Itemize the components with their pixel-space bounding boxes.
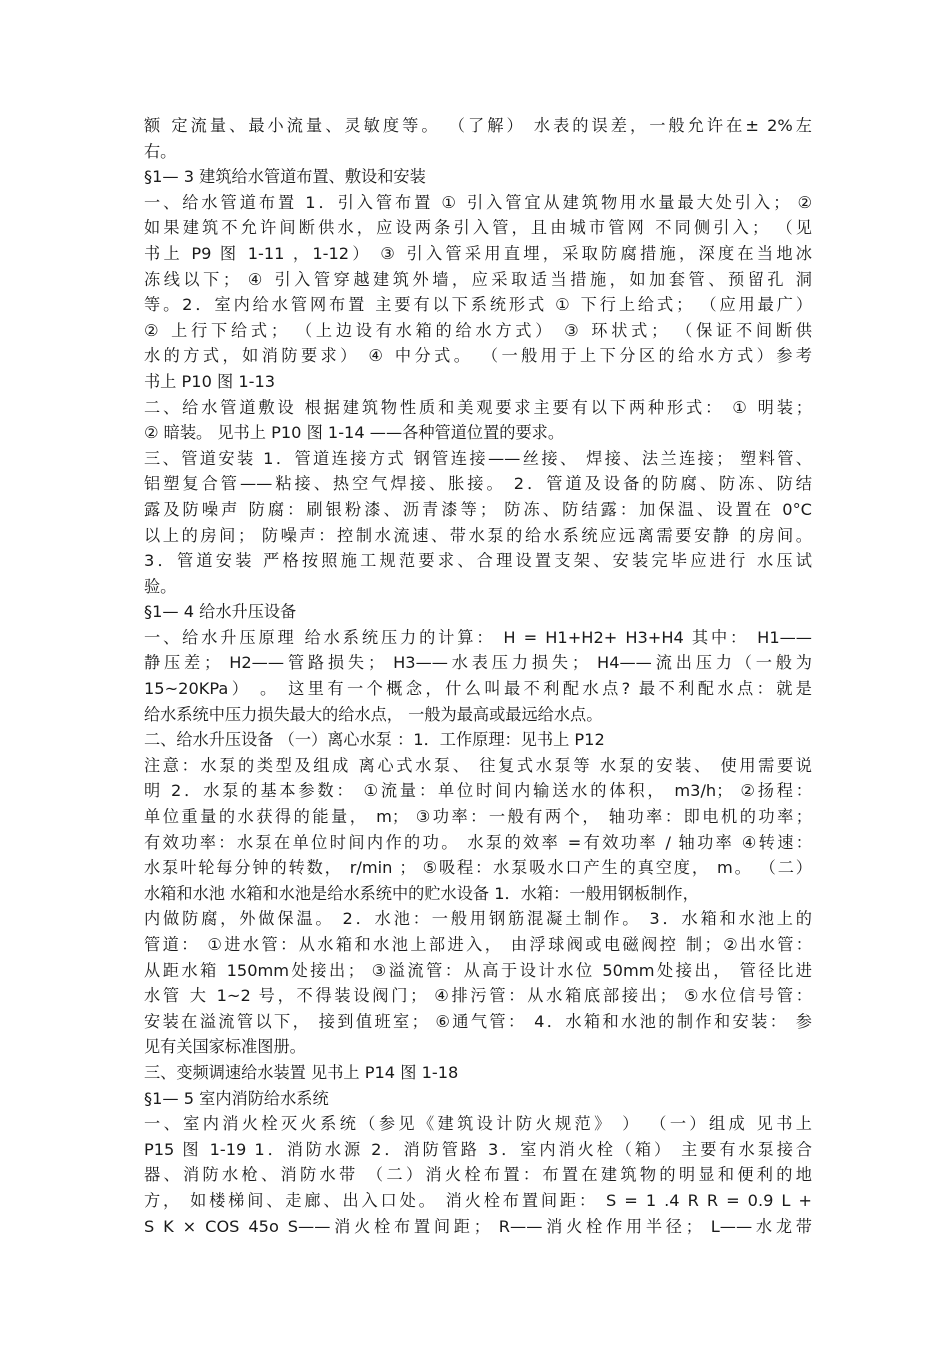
text-line: 明 2．水泵的基本参数： ①流量：单位时间内输送水的体积， m3/h； ②扬程：: [144, 781, 812, 801]
text-line: 水的方式，如消防要求） ④ 中分式。 （一般用于上下分区的给水方式）参考: [144, 346, 812, 366]
text-line: 安装在溢流管以下， 接到值班室； ⑥通气管： 4．水箱和水池的制作和安装： 参: [144, 1011, 812, 1031]
text-line: P15 图 1-19 1．消防水源 2．消防管路 3．室内消火栓（箱） 主要有水泵接合: [144, 1139, 812, 1159]
text-line: 水箱和水池 水箱和水池是给水系统中的贮水设备 1．水箱：一般用钢板制作，: [144, 883, 699, 903]
section-heading: §1— 5 室内消防给水系统: [144, 1088, 329, 1108]
text-line: 一、给水管道布置 1．引入管布置 ① 引入管宜从建筑物用水量最大处引入； ②: [144, 192, 812, 212]
text-line: 书上 P9 图 1-11 ，1-12） ③ 引入管采用直埋，采取防腐措施，深度在当地冰: [144, 243, 812, 263]
text-line: 等。2．室内给水管网布置 主要有以下系统形式 ① 下行上给式； （应用最广）: [144, 295, 812, 315]
text-line: ② 暗装。 见书上 P10 图 1-14 ——各种管道位置的要求。: [144, 423, 565, 443]
text-line: 三、变频调速给水装置 见书上 P14 图 1-18: [144, 1062, 459, 1082]
text-line: 器、消防水枪、消防水带 （二）消火栓布置：布置在建筑物的明显和便利的地: [144, 1165, 812, 1185]
text-line: 额 定流量、最小流量、灵敏度等。 （了解） 水表的误差，一般允许在± 2%左: [144, 116, 812, 135]
section-heading: §1— 3 建筑给水管道布置、敷设和安装: [144, 167, 426, 187]
text-line: 右。: [144, 141, 177, 161]
text-line: 15~20KPa） 。 这里有一个概念，什么叫最不利配水点? 最不利配水点：就是: [144, 679, 812, 699]
text-line: 水管 大 1~2 号，不得装设阀门； ④排污管：从水箱底部接出； ⑤水位信号管：: [144, 986, 812, 1006]
text-line: 验。: [144, 576, 177, 596]
text-line: 如果建筑不允许间断供水，应设两条引入管，且由城市管网 不同侧引入； （见: [144, 218, 812, 238]
text-line: 方， 如楼梯间、走廊、出入口处。 消火栓布置间距： S = 1 .4 R R = 0.9 L +: [144, 1190, 812, 1210]
text-line: 静压差； H2——管路损失； H3——水表压力损失； H4——流出压力（一般为: [144, 653, 812, 673]
text-line: 铝塑复合管——粘接、热空气焊接、胀接。 2．管道及设备的防腐、防冻、防结: [144, 474, 812, 494]
document-text: [144, 113, 812, 1239]
text-line: 三、管道安装 1．管道连接方式 钢管连接——丝接、 焊接、法兰连接； 塑料管、: [144, 448, 812, 468]
text-line: 露及防噪声 防腐：刷银粉漆、沥青漆等； 防冻、防结露：加保温、设置在 0°C: [144, 499, 812, 519]
text-line: 单位重量的水获得的能量， m； ③功率：一般有两个， 轴功率：即电机的功率；: [144, 807, 812, 827]
text-line: 有效功率：水泵在单位时间内作的功。 水泵的效率 =有效功率 / 轴功率 ④转速：: [144, 832, 812, 852]
text-line: 给水系统中压力损失最大的给水点， 一般为最高或最远给水点。: [144, 704, 603, 724]
text-line: 水泵叶轮每分钟的转数， r/min ； ⑤吸程：水泵吸水口产生的真空度， m。 （二）: [144, 858, 812, 878]
text-line: 从距水箱 150mm处接出； ③溢流管：从高于设计水位 50mm处接出， 管径比进: [144, 960, 812, 980]
text-line: S K × COS 45o S——消火栓布置间距； R——消火栓作用半径； L——水龙带: [144, 1216, 812, 1236]
text-line: 以上的房间； 防噪声：控制水流速、带水泵的给水系统应远离需要安静 的房间。: [144, 525, 812, 545]
text-line: 书上 P10 图 1-13: [144, 371, 276, 391]
section-heading: §1— 4 给水升压设备: [144, 602, 297, 622]
text-line: 二、给水升压设备 （一）离心水泵 ：1．工作原理：见书上 P12: [144, 730, 605, 750]
text-line: 内做防腐，外做保温。 2．水池：一般用钢筋混凝土制作。 3．水箱和水池上的: [144, 909, 812, 929]
text-line: 注意：水泵的类型及组成 离心式水泵、 往复式水泵等 水泵的安装、 使用需要说: [144, 755, 812, 775]
text-line: 二、给水管道敷设 根据建筑物性质和美观要求主要有以下两种形式： ① 明装；: [144, 397, 812, 417]
text-line: 一、室内消火栓灭火系统（参见《建筑设计防火规范》 ） （一）组成 见书上: [144, 1114, 812, 1134]
text-line: 见有关国家标准图册。: [144, 1037, 306, 1057]
text-line: 冻线以下； ④ 引入管穿越建筑外墙，应采取适当措施，如加套管、预留孔 洞: [144, 269, 812, 289]
text-line: 管道： ①进水管：从水箱和水池上部进入， 由浮球阀或电磁阀控 制；②出水管：: [144, 935, 812, 954]
text-line: ② 上行下给式； （上边设有水箱的给水方式） ③ 环状式； （保证不间断供: [144, 320, 812, 340]
text-line: 一、给水升压原理 给水系统压力的计算： H = H1+H2+ H3+H4 其中： H1——: [144, 627, 812, 647]
text-line: 3．管道安装 严格按照施工规范要求、合理设置支架、安装完毕应进行 水压试: [144, 551, 812, 571]
